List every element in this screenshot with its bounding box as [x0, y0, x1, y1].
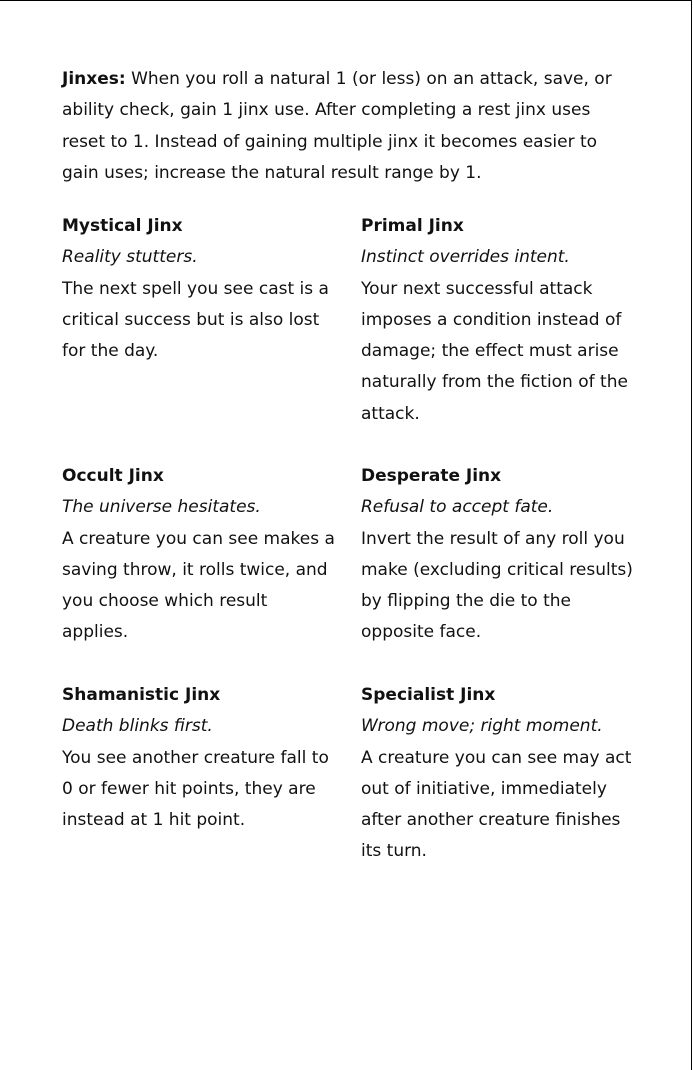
jinx-tagline: Wrong move; right moment. — [361, 716, 603, 737]
jinx-description: You see another creature fall to 0 or fewer hit points, they are instead at 1 hit point. — [62, 747, 329, 831]
jinx-primal — [361, 211, 636, 430]
jinx-description: Invert the result of any roll you make (excluding critical results) by flipping the die to the opposite face. — [361, 528, 633, 643]
jinx-name: Desperate Jinx — [361, 466, 502, 486]
jinx-shamanistic — [62, 680, 337, 836]
intro-term: Jinxes: — [62, 69, 126, 89]
jinx-description: A creature you can see may act out of initiative, immediately after another creature finishes its turn. — [361, 747, 632, 862]
intro-paragraph — [62, 64, 632, 189]
jinx-name: Mystical Jinx — [62, 216, 183, 236]
jinx-name: Primal Jinx — [361, 216, 464, 236]
jinx-name: Specialist Jinx — [361, 685, 496, 705]
jinx-description: The next spell you see cast is a critical success but is also lost for the day. — [62, 278, 329, 362]
jinx-tagline: Refusal to accept fate. — [361, 497, 554, 518]
jinx-description: A creature you can see makes a saving throw, it rolls twice, and you choose which result applies. — [62, 528, 335, 643]
jinx-occult — [62, 461, 337, 649]
jinx-tagline: Instinct overrides intent. — [361, 247, 570, 268]
jinx-tagline: Reality stutters. — [62, 247, 198, 268]
intro-text: When you roll a natural 1 (or less) on an attack, save, or ability check, gain 1 jinx use. After completing a rest jinx uses reset to 1. Instead of gaining multiple jinx it becomes easier to gain uses; increase the natural result range by 1. — [62, 69, 612, 183]
jinx-tagline: The universe hesitates. — [62, 497, 261, 518]
jinx-name: Shamanistic Jinx — [62, 685, 221, 705]
jinx-specialist — [361, 680, 636, 868]
jinx-tagline: Death blinks first. — [62, 716, 213, 737]
jinx-mystical — [62, 211, 337, 367]
jinx-desperate — [361, 461, 636, 649]
jinx-name: Occult Jinx — [62, 466, 164, 486]
jinx-description: Your next successful attack imposes a condition instead of damage; the effect must arise naturally from the fiction of the attack. — [361, 278, 628, 424]
